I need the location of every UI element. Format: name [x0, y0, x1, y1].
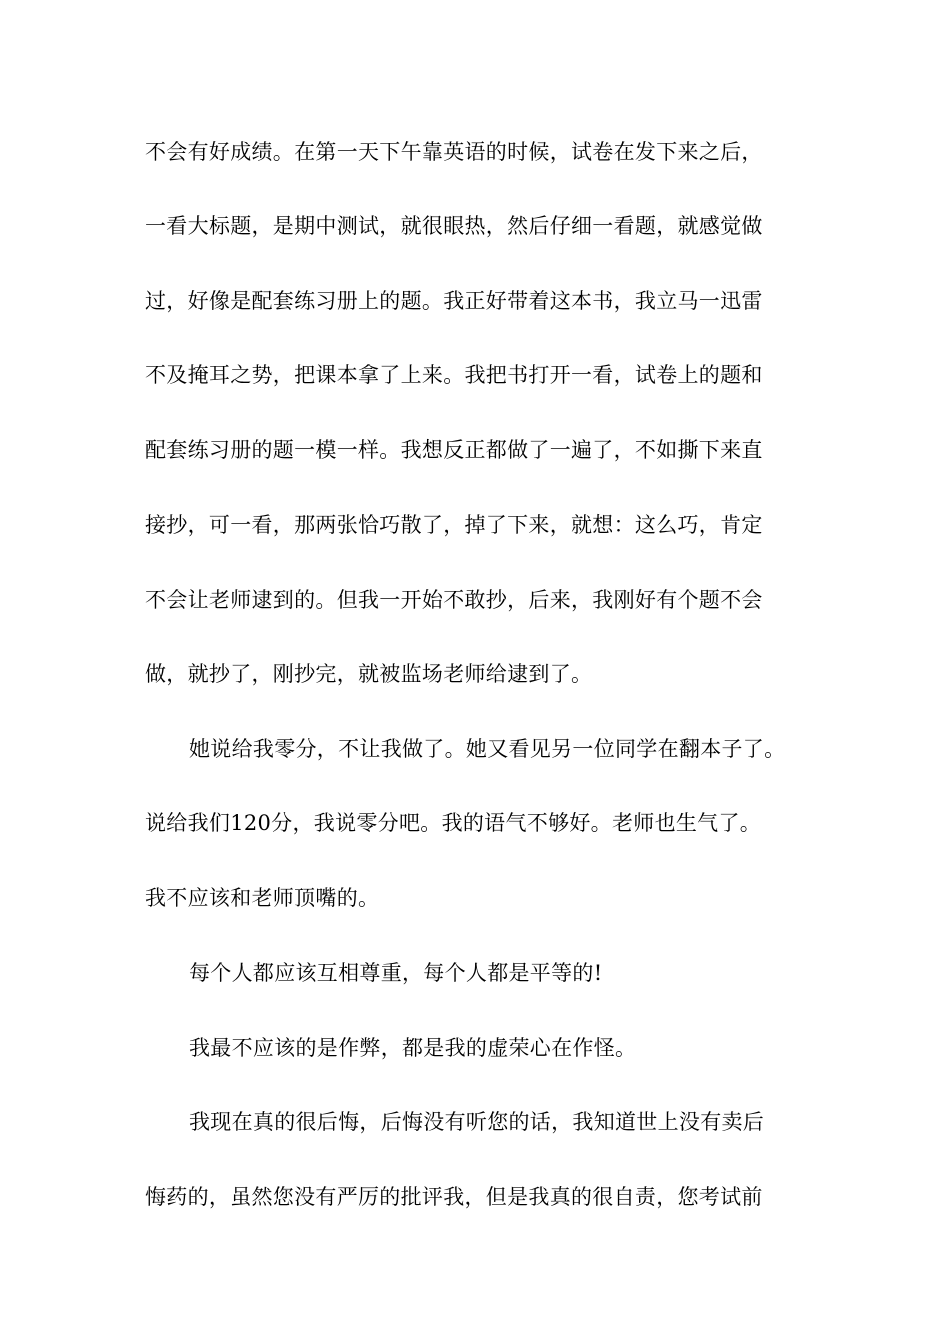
text-line: 过，好像是配套练习册上的题。我正好带着这本书，我立马一迅雷: [145, 289, 763, 313]
text-line: 一看大标题，是期中测试，就很眼热，然后仔细一看题，就感觉做: [145, 214, 763, 238]
text-line: 不及掩耳之势，把课本拿了上来。我把书打开一看，试卷上的题和: [145, 363, 763, 387]
text-line: 不会有好成绩。在第一天下午靠英语的时候，试卷在发下来之后，: [145, 140, 763, 164]
text-line: 说给我们120分，我说零分吧。我的语气不够好。老师也生气了。: [145, 811, 762, 835]
paragraph-start-line: 她说给我零分，不让我做了。她又看见另一位同学在翻本子了。: [189, 737, 786, 761]
text-line: 悔药的，虽然您没有严厉的批评我，但是我真的很自责，您考试前: [145, 1185, 763, 1209]
paragraph-start-line: 我最不应该的是作弊，都是我的虚荣心在作怪。: [189, 1036, 637, 1060]
text-line: 做，就抄了，刚抄完，就被监场老师给逮到了。: [145, 662, 593, 686]
text-line: 我不应该和老师顶嘴的。: [145, 886, 380, 910]
text-line: 配套练习册的题一模一样。我想反正都做了一遍了，不如撕下来直: [145, 438, 763, 462]
paragraph-start-line: 每个人都应该互相尊重，每个人都是平等的!: [189, 961, 603, 985]
text-line: 不会让老师逮到的。但我一开始不敢抄，后来，我刚好有个题不会: [145, 588, 763, 612]
text-line: 接抄，可一看，那两张恰巧散了，掉了下来，就想：这么巧，肯定: [145, 513, 763, 537]
paragraph-start-line: 我现在真的很后悔，后悔没有听您的话，我知道世上没有卖后: [189, 1110, 765, 1134]
